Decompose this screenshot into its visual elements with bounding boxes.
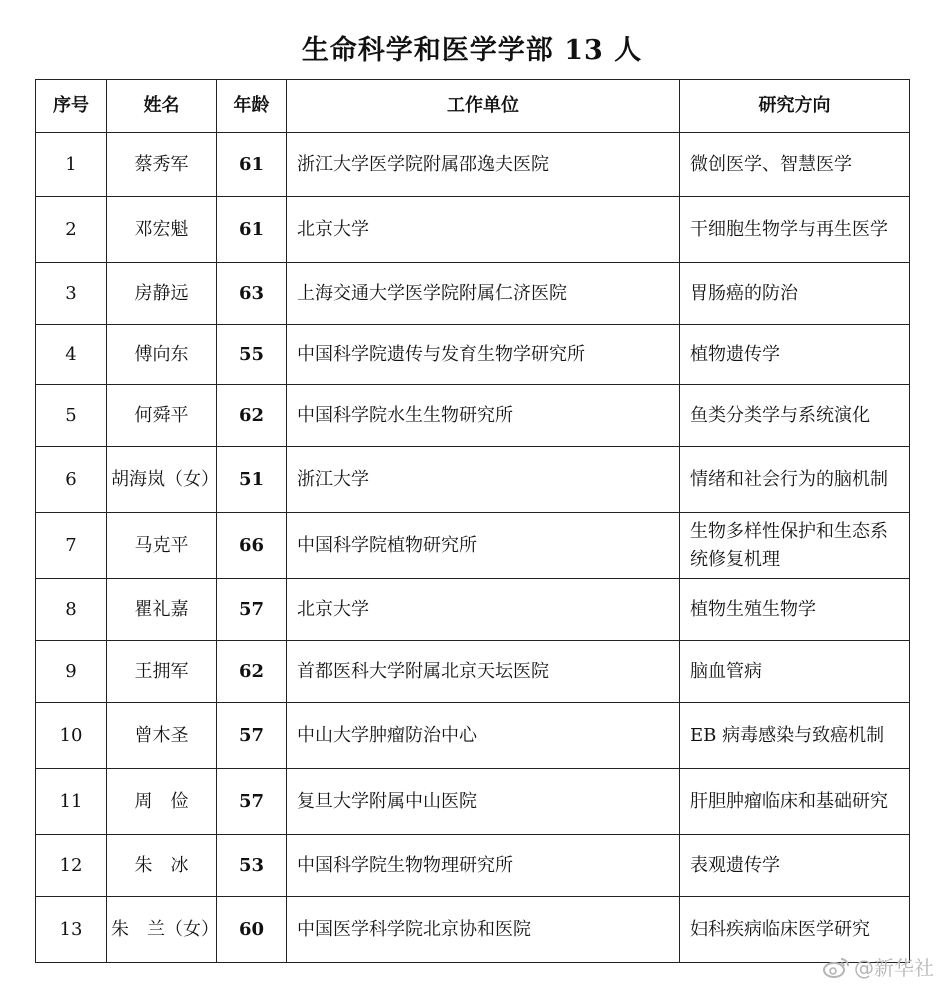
row-research-field: 鱼类分类学与系统演化 xyxy=(680,385,910,447)
table-row xyxy=(36,513,910,579)
row-age: 51 xyxy=(217,447,287,513)
row-age: 53 xyxy=(217,835,287,897)
row-organization: 上海交通大学医学院附属仁济医院 xyxy=(287,263,680,325)
row-age: 57 xyxy=(217,579,287,641)
row-name: 傅向东 xyxy=(107,325,217,385)
row-organization: 首都医科大学附属北京天坛医院 xyxy=(287,641,680,703)
row-organization: 浙江大学 xyxy=(287,447,680,513)
table-row xyxy=(36,263,910,325)
header-name: 姓名 xyxy=(107,80,217,133)
row-research-field: 胃肠癌的防治 xyxy=(680,263,910,325)
header-number: 序号 xyxy=(36,80,107,133)
table-row xyxy=(36,641,910,703)
header-organization: 工作单位 xyxy=(287,80,680,133)
row-name: 邓宏魁 xyxy=(107,197,217,263)
academician-table xyxy=(35,79,910,963)
row-organization: 中国科学院生物物理研究所 xyxy=(287,835,680,897)
table-row xyxy=(36,579,910,641)
row-organization: 北京大学 xyxy=(287,197,680,263)
table-row xyxy=(36,897,910,963)
row-organization: 浙江大学医学院附属邵逸夫医院 xyxy=(287,133,680,197)
row-number: 8 xyxy=(36,579,107,641)
table-row xyxy=(36,835,910,897)
row-research-field: EB 病毒感染与致癌机制 xyxy=(680,703,910,769)
row-research-field: 干细胞生物学与再生医学 xyxy=(680,197,910,263)
header-age: 年龄 xyxy=(217,80,287,133)
row-name: 蔡秀军 xyxy=(107,133,217,197)
row-age: 66 xyxy=(217,513,287,579)
row-organization: 中山大学肿瘤防治中心 xyxy=(287,703,680,769)
table-row xyxy=(36,703,910,769)
table-row xyxy=(36,325,910,385)
table-row xyxy=(36,133,910,197)
watermark-text: @新华社 xyxy=(854,956,934,980)
row-organization: 复旦大学附属中山医院 xyxy=(287,769,680,835)
row-research-field: 生物多样性保护和生态系统修复机理 xyxy=(680,513,910,579)
row-research-field: 脑血管病 xyxy=(680,641,910,703)
row-number: 3 xyxy=(36,263,107,325)
row-research-field: 妇科疾病临床医学研究 xyxy=(680,897,910,963)
row-name: 何舜平 xyxy=(107,385,217,447)
row-research-field: 情绪和社会行为的脑机制 xyxy=(680,447,910,513)
row-research-field: 植物生殖生物学 xyxy=(680,579,910,641)
table-row xyxy=(36,447,910,513)
row-name: 房静远 xyxy=(107,263,217,325)
row-research-field: 微创医学、智慧医学 xyxy=(680,133,910,197)
row-organization: 中国科学院遗传与发育生物学研究所 xyxy=(287,325,680,385)
row-organization: 中国医学科学院北京协和医院 xyxy=(287,897,680,963)
row-number: 2 xyxy=(36,197,107,263)
row-name: 胡海岚（女） xyxy=(107,447,217,513)
row-organization: 中国科学院植物研究所 xyxy=(287,513,680,579)
page-title: 生命科学和医学学部 13 人 xyxy=(301,35,643,66)
row-number: 7 xyxy=(36,513,107,579)
row-number: 9 xyxy=(36,641,107,703)
row-age: 62 xyxy=(217,385,287,447)
weibo-icon xyxy=(822,956,850,978)
row-research-field: 表观遗传学 xyxy=(680,835,910,897)
row-name: 瞿礼嘉 xyxy=(107,579,217,641)
table-header-row xyxy=(36,80,910,133)
row-age: 62 xyxy=(217,641,287,703)
row-age: 61 xyxy=(217,133,287,197)
row-name: 朱 兰（女） xyxy=(107,897,217,963)
row-age: 61 xyxy=(217,197,287,263)
table-row xyxy=(36,769,910,835)
row-name: 马克平 xyxy=(107,513,217,579)
row-organization: 中国科学院水生生物研究所 xyxy=(287,385,680,447)
row-age: 55 xyxy=(217,325,287,385)
row-number: 13 xyxy=(36,897,107,963)
row-age: 57 xyxy=(217,703,287,769)
row-number: 5 xyxy=(36,385,107,447)
weibo-watermark xyxy=(822,952,934,981)
table-row xyxy=(36,385,910,447)
row-age: 63 xyxy=(217,263,287,325)
header-research-field: 研究方向 xyxy=(680,80,910,133)
row-age: 60 xyxy=(217,897,287,963)
row-number: 6 xyxy=(36,447,107,513)
row-name: 朱 冰 xyxy=(107,835,217,897)
row-name: 王拥军 xyxy=(107,641,217,703)
row-name: 周 俭 xyxy=(107,769,217,835)
table-row xyxy=(36,197,910,263)
row-number: 1 xyxy=(36,133,107,197)
row-organization: 北京大学 xyxy=(287,579,680,641)
row-number: 10 xyxy=(36,703,107,769)
row-age: 57 xyxy=(217,769,287,835)
row-name: 曾木圣 xyxy=(107,703,217,769)
row-number: 4 xyxy=(36,325,107,385)
row-research-field: 植物遗传学 xyxy=(680,325,910,385)
row-number: 12 xyxy=(36,835,107,897)
row-number: 11 xyxy=(36,769,107,835)
row-research-field: 肝胆肿瘤临床和基础研究 xyxy=(680,769,910,835)
